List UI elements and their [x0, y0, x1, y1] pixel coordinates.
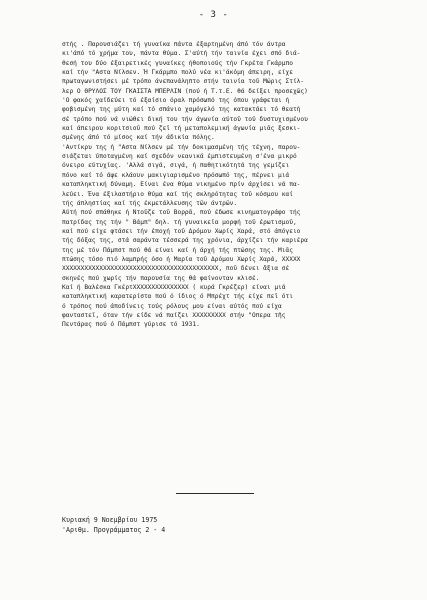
body-line: σκηνές πού χωρίς τήν παρουσία της θά φαίνονταν κλισέ.: [62, 274, 260, 282]
body-line: φοβισμένη της μύτη καί τό σπάνιο χαμόγελό της κατακτάει τό θεατή: [62, 106, 301, 114]
body-line: θεσή του δύο έξαιρετικές γυναίκες ήθοποιούς τήν Γκρέτα Γκάρμπο: [62, 59, 293, 67]
body-line: ό τρόπος πού άποδίνεις τούς ρόλους μου είναι αύτός πού είχα: [62, 302, 282, 310]
divider-line: [176, 493, 254, 494]
body-line: τής δόξας της, στά σαράντα τέσσερά της χρόνια, άρχίζει τήν καριέρα: [62, 237, 308, 245]
footer-program-number: 'Αριθμ. Προγράμματος 2 - 4: [62, 526, 166, 534]
body-line: λεύει. Ένα έξιλαστήριο θύμα καί τής σκληρότητας τοῦ κόσμου καί: [62, 190, 293, 198]
body-line: καί τήν "Αστα Νίλσεν. Ή Γκάρμπο πολύ νέα κι'άκόμη άπειρη, είχε: [62, 69, 293, 77]
page-number: - 3 -: [198, 10, 229, 20]
body-text: [62, 40, 392, 330]
body-line: της μέ τόν Πάμπστ πού θά είναι καί ή άρχή τής πτώσης της. Μιᾶς: [62, 246, 293, 254]
body-line: Καί ή Βαλέσκα ΓκέρτXXXXXXXXXXXXXXX ( κυρά Γκρέζερ) είναι μιά: [62, 283, 286, 291]
body-line: Πεντάρας πού ό Πάμπστ γύρισε τό 1931.: [62, 321, 200, 329]
body-line: φανταστεῖ, όταν τήν είδε νά παίζει XXXXXXXXX στήν "Οπερα τῆς: [62, 311, 286, 319]
body-line: πατρίδας της τήν " Βάμπ" δηλ. τή γυναικεῖα μορφή τοῦ έρωτισμοῦ,: [62, 218, 297, 226]
body-line: λερ Ο ΘΡΥΛΟΣ ΤΟΥ ΓΚΑΙΣΤΑ ΜΠΕΡΛΙΝ (πού ή Τ.τ.Ε. θά δείξει προσεχῶς): [62, 87, 308, 95]
body-line: Αύτή πού σπάθηκε ή Ντοῦζε τοῦ Βορρᾶ, πού έδωσε κινηματογράφο τής: [62, 209, 301, 217]
body-line: σέ τρόπο πού νά νιώθει δική του τήν άγωνία αύτοῦ τοῦ δυστυχισμένου: [62, 115, 308, 123]
body-line: στής . Παρουσιάζει τή γυναίκα πάντα έξαρτημένη άπό τόν άντρα: [62, 41, 286, 48]
body-line: πτώσης τόσο πιό λαμπρής όσο ή Μαρία τοῦ Δρόμου Χωρίς Χαρά, XXXXX: [62, 255, 301, 263]
body-line: σιάζεται ύποταγμένη καί σχεδόν νεανικά έμπιστευμένη σ'ένα μικρό: [62, 153, 297, 161]
body-line: 'Ο φακός χαϊδεύει τό έξαίσιο όραλ πρόσωπό της όπου γράφεται ή: [62, 97, 290, 105]
body-line: καταπληκτική καρατερίστα πού ό ίδιος ό Μπρέχτ τής είχε πεῖ ότι: [62, 293, 293, 301]
body-line: όνειρο εύτυχίας. 'Αλλά σιγά, σιγά, ή παθητικότητά της γεμίζει: [62, 162, 290, 170]
body-line: καί άπειρου κοριτσιοῦ πού ζεῖ τή μεταπολεμική άγωνία μιᾶς ξεσκι-: [62, 125, 301, 133]
body-line: κι'άπό τό χρήμα του, πάντα θύμα. Σ'αύτή τήν ταινία έχει σπό διά-: [62, 50, 301, 58]
footer-date: Κυριακή 9 Νοεμβρίου 1975: [62, 516, 158, 524]
body-line: καταπληκτική δύναμη. Είναι ένα θύμα νικημένο πρίν άρχίσει νά πα-: [62, 181, 301, 189]
body-line: σμένης άπό τό μίσος καί τήν άδικία πόλης.: [62, 134, 215, 142]
body-line: τής άπληστίας καί τής έκμετάλλευσης τῶν άντρῶν.: [62, 199, 238, 207]
body-line: πόνο καί τό άψε κλάουν μακιγιαρισμένο πρόσωπό της, πέρνει μιά: [62, 171, 290, 179]
body-line: καί πού είχε φτάσει τήν έποχή τοῦ Δρόμου Χωρίς Χαρά, στό άπόγειο: [62, 227, 301, 235]
body-line: πρωταγωνιστήσει μέ τρόπο άνεπανάληπτο στήν ταινία τοῦ Μώρις Στίλ-: [62, 78, 305, 86]
body-line: 'Αντίκρυ της ή "Αστα Νίλσεν μέ τήν δοκιμασμένη τής τέχνη, παρου-: [62, 143, 301, 151]
body-line: XXXXXXXXXXXXXXXXXXXXXXXXXXXXXXXXXXXXXXXXXX, ποῦ δένει ἄξια σέ: [62, 265, 290, 273]
footer: [62, 515, 165, 535]
